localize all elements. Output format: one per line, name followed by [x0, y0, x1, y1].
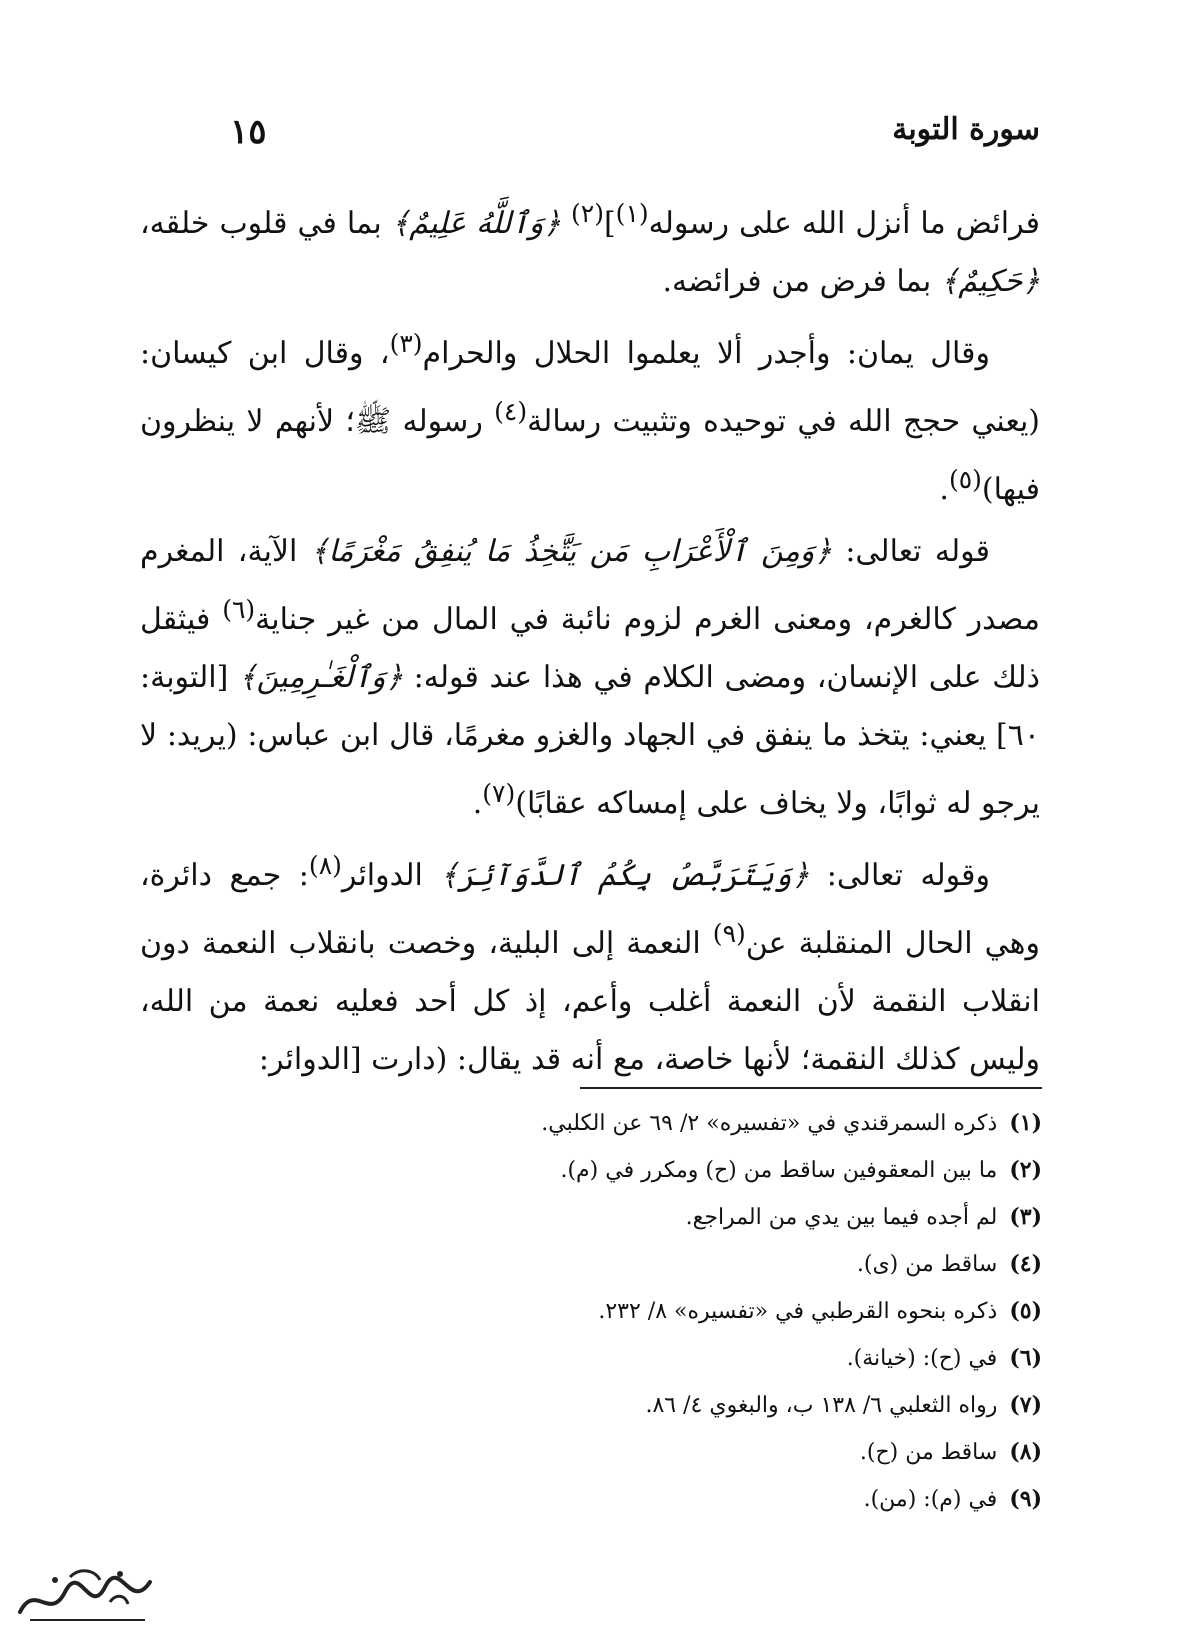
paragraph-1	[140, 185, 1040, 311]
text-run: الآية، المغرم مصدر كالغرم، ومعنى الغرم لزوم نائبة في المال من غير جناية	[140, 534, 1040, 637]
footnote-number: (٣)	[1009, 1204, 1042, 1230]
footnote-item	[140, 1288, 1042, 1335]
text-run: بما في قلوب خلقه،	[140, 206, 382, 241]
text-run: فيثقل ذلك على الإنسان، ومضى الكلام في هذا عند قوله:	[140, 602, 1040, 695]
footnote-item	[140, 1382, 1042, 1429]
footnote-ref: (٥)	[948, 465, 982, 494]
text-run: فرائض ما أنزل الله على رسوله	[648, 206, 1040, 241]
publisher-logo-icon	[10, 1562, 160, 1632]
footnote-ref: (٧)	[482, 779, 516, 808]
text-run: وقال يمان: وأجدر ألا يعلموا الحلال والحرام	[422, 336, 990, 371]
quran-verse: ﴿وَٱلْغَـٰرِمِينَ﴾	[238, 660, 404, 695]
footnote-text: رواه الثعلبي ٦/ ١٣٨ ب، والبغوي ٤/ ٨٦.	[645, 1393, 998, 1418]
footnote-ref: (٢)	[570, 199, 604, 228]
footnote-item	[140, 1100, 1042, 1147]
footnote-text: في (م): (من).	[863, 1487, 998, 1512]
text-run: رسوله ﷺ؛ لأنهم لا ينظرون فيها)	[140, 404, 1040, 507]
text-run: ]	[603, 206, 616, 241]
footnote-text: ما بين المعقوفين ساقط من (ح) ومكرر في (م).	[560, 1158, 998, 1183]
footnote-number: (٧)	[1009, 1392, 1042, 1418]
footnote-text: ذكره بنحوه القرطبي في «تفسيره» ٨/ ٢٣٢.	[598, 1299, 998, 1324]
footnote-number: (٢)	[1009, 1157, 1042, 1183]
paragraph-4	[140, 837, 1040, 1089]
text-run: وقوله تعالى:	[809, 858, 991, 893]
page-number: ١٥	[230, 112, 267, 152]
text-run: .	[939, 472, 949, 507]
footnote-text: ساقط من (ى).	[856, 1252, 998, 1277]
footnote-text: في (ح): (خيانة).	[846, 1346, 998, 1371]
surah-title: سورة التوبة	[892, 112, 1040, 147]
text-run: : جمع دائرة، وهي الحال المنقلبة عن	[140, 858, 1040, 961]
page-header	[140, 112, 1040, 162]
footnote-ref: (٤)	[494, 397, 528, 426]
footnote-ref: (٩)	[712, 919, 746, 948]
footnote-text: ذكره السمرقندي في «تفسيره» ٢/ ٦٩ عن الكلبي.	[541, 1111, 998, 1136]
footnote-item	[140, 1147, 1042, 1194]
footnote-item	[140, 1476, 1042, 1523]
footnote-number: (٦)	[1009, 1345, 1042, 1371]
footnote-text: لم أجده فيما بين يدي من المراجع.	[685, 1205, 998, 1230]
footnote-ref: (٣)	[389, 329, 423, 358]
footnote-item	[140, 1335, 1042, 1382]
quran-verse: ﴿وَٱللَّهُ عَلِيمٌ﴾	[391, 206, 561, 241]
quran-verse: ﴿وَمِنَ ٱلْأَعْرَابِ مَن يَتَّخِذُ مَا يُنفِقُ مَغْرَمًا﴾	[310, 534, 832, 569]
text-run: [التوبة: ٦٠] يعني: يتخذ ما ينفق في الجهاد والغزو مغرمًا، قال ابن عباس: (يريد: لا يرجو له ثوابًا، ولا يخاف على إمساكه عقابًا)	[140, 660, 1040, 821]
text-run: النعمة إلى البلية، وخصت بانقلاب النعمة دون انقلاب النقمة لأن النعمة أغلب وأعم، إذ كل أحد فعليه نعمة من الله، وليس كذلك النقمة؛ لأنها خاصة، مع أنه قد يقال: (دارت [الدوائر:	[140, 926, 1040, 1077]
footnote-number: (٥)	[1009, 1298, 1042, 1324]
text-run: الدوائر	[341, 858, 441, 893]
footnote-item	[140, 1194, 1042, 1241]
footnote-item	[140, 1429, 1042, 1476]
footnote-ref: (١)	[615, 199, 649, 228]
quran-verse: ﴿وَيَتَرَبَّصُ بِكُمُ ٱلدَّوَآئِرَ﴾	[440, 858, 810, 893]
footnote-number: (٤)	[1009, 1251, 1042, 1277]
footnote-item	[140, 1241, 1042, 1288]
paragraph-3	[140, 523, 1040, 833]
quran-verse: ﴿حَكِيمٌ﴾	[940, 264, 1040, 299]
footnotes-list	[140, 1100, 1042, 1523]
footnote-number: (٩)	[1009, 1486, 1042, 1512]
main-text	[140, 185, 1040, 1093]
footnote-ref: (٦)	[222, 595, 256, 624]
footnote-number: (٨)	[1009, 1439, 1042, 1465]
text-run: قوله تعالى:	[831, 534, 990, 569]
footnote-number: (١)	[1009, 1110, 1042, 1136]
text-run: .	[472, 786, 483, 821]
footnote-divider	[580, 1087, 1042, 1089]
footnote-text: ساقط من (ح).	[859, 1440, 998, 1465]
footnote-ref: (٨)	[308, 851, 342, 880]
text-run: ، وقال ابن كيسان: (يعني حجج الله في توحيده وتثبيت رسالة	[140, 336, 1041, 439]
paragraph-2	[140, 315, 1040, 519]
calligraphy-logo-icon	[10, 1562, 160, 1632]
text-run: بما فرض من فرائضه.	[662, 264, 941, 299]
